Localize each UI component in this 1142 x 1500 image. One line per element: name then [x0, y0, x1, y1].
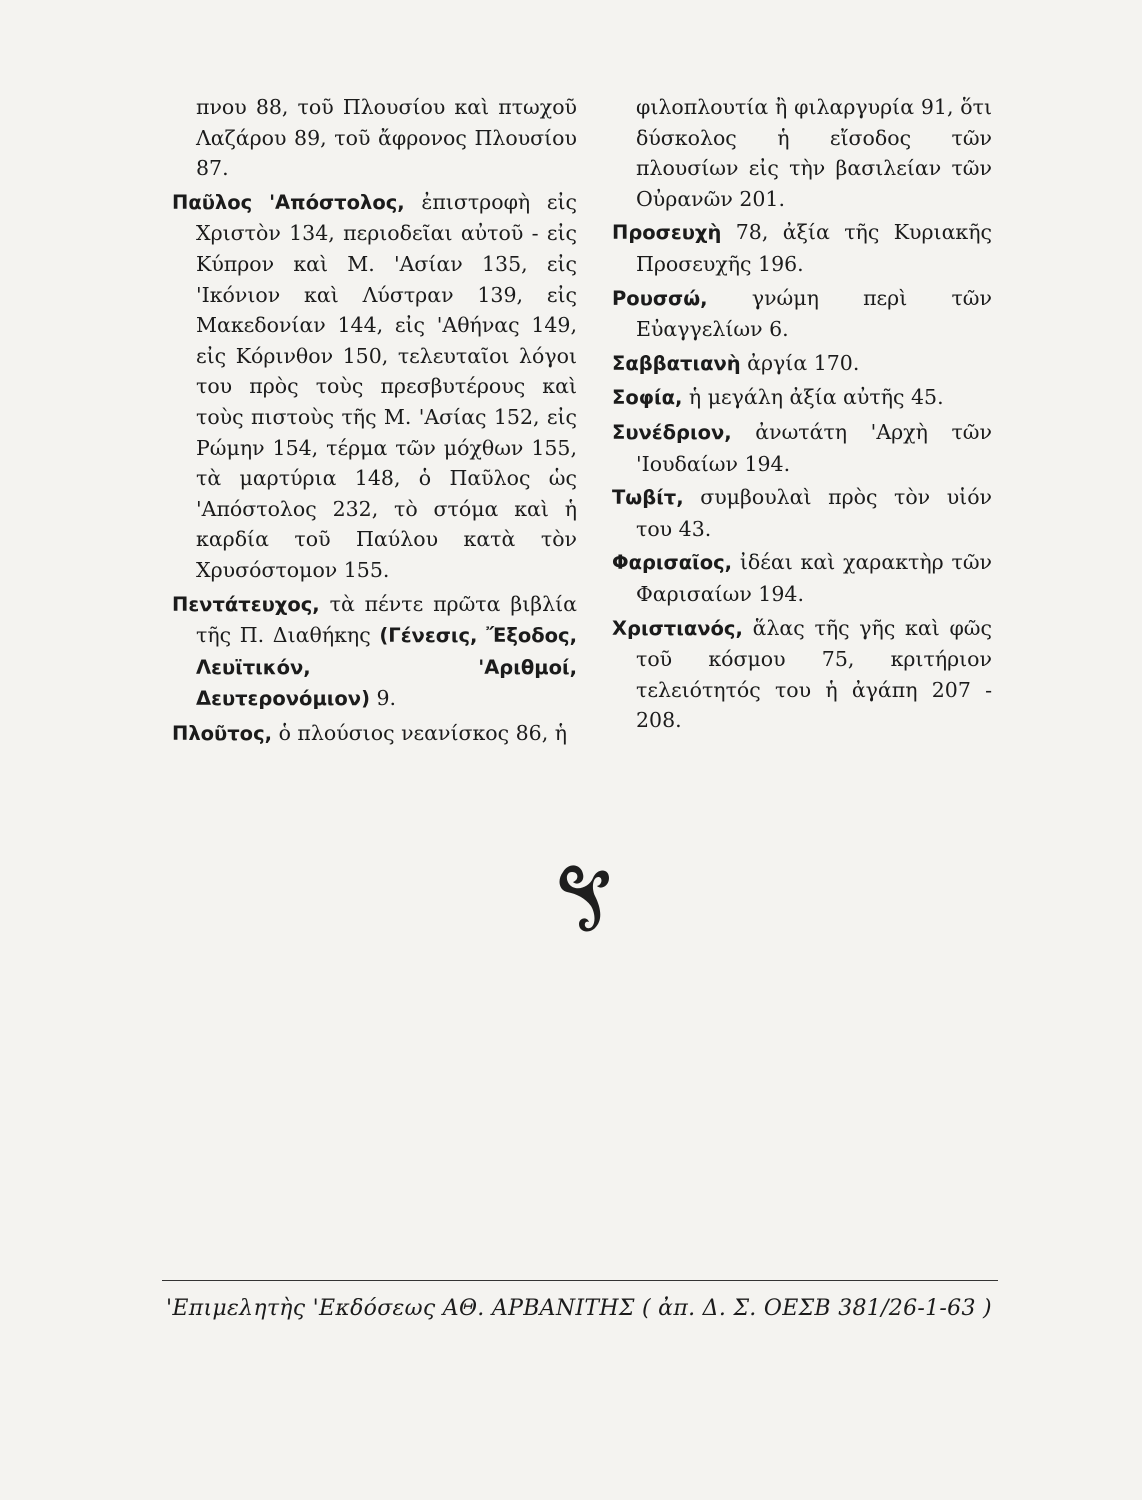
entry-heading: Συνέδριον,	[612, 420, 732, 444]
index-entry	[612, 217, 992, 279]
index-entry	[612, 613, 992, 736]
index-entry	[612, 283, 992, 345]
right-index-column	[612, 92, 992, 739]
entry-text: ἀργία 170.	[740, 350, 860, 375]
entry-heading: Χριστιανός,	[612, 616, 743, 640]
index-entry	[612, 547, 992, 609]
footer-rule	[162, 1280, 998, 1281]
entry-text: ἀνωτάτη 'Αρχὴ τῶν 'Ιουδαίων 194.	[636, 419, 992, 476]
left-index-column	[172, 92, 577, 752]
entry-heading: Παῦλος 'Απόστολος,	[172, 190, 405, 214]
entry-bold-text: (Γένεσις, Ἔξοδος, Λευϊτικόν, 'Αριθμοί, Δευτερονόμιον)	[196, 624, 577, 711]
entry-heading: Προσευχὴ	[612, 221, 722, 245]
entry-text: συμβουλαὶ πρὸς τὸν υἱόν του 43.	[636, 485, 992, 541]
index-entry	[172, 187, 577, 586]
entry-text: ἐπιστροφὴ εἰς Χριστὸν 134, περιοδεῖαι αὐτοῦ - εἰς Κύπρον καὶ Μ. 'Ασίαν 135, εἰς 'Ικόνιον καὶ Λύστραν 139, εἰς Μακεδονίαν 144, εἰς 'Αθήνας 149, εἰς Κόρινθον 150, τελευταῖοι λόγοι του πρὸς τοὺς πρεσβυτέρους καὶ τοὺς πιστοὺς τῆς Μ. 'Ασίας 152, εἰς Ρώμην 154, τέρμα τῶν μόχθων 155, τὰ μαρτύρια 148, ὁ Παῦλος ὡς 'Απόστολος 232, τὸ στόμα καὶ ἡ καρδία τοῦ Παύλου κατὰ τὸν Χρυσόστομον 155.	[196, 189, 577, 582]
index-entry	[612, 482, 992, 544]
entry-heading: Τωβίτ,	[612, 486, 684, 510]
entry-text: 78, ἀξία τῆς Κυριακῆς Προσευχῆς 196.	[636, 220, 992, 276]
entry-heading: Ρουσσώ,	[612, 286, 708, 310]
entry-heading: Πεντάτευχος,	[172, 592, 320, 616]
entry-heading: Φαρισαῖος,	[612, 551, 733, 575]
entry-heading: Σοφία,	[612, 386, 683, 410]
entry-text: ἡ μεγάλη ἀξία αὐτῆς 45.	[682, 385, 944, 410]
entry-text: γνώμη περὶ τῶν Εὐαγγελίων 6.	[636, 285, 992, 342]
entry-heading: Πλοῦτος,	[172, 721, 273, 745]
entry-text: ὁ πλούσιος νεανίσκος 86, ἡ	[272, 720, 568, 745]
index-entry	[172, 589, 577, 715]
index-entry	[612, 417, 992, 479]
index-entry	[612, 382, 992, 414]
fleuron-ornament-icon	[555, 858, 615, 938]
entry-heading: Σαββατιανὴ	[612, 351, 741, 375]
index-entry	[612, 348, 992, 380]
entry-text: ἅλας τῆς γῆς καὶ φῶς τοῦ κόσμου 75, κριτήριον τελειότητός του ἡ ἀγάπη 207 - 208.	[636, 615, 992, 733]
entry-text: 9.	[370, 686, 397, 711]
index-entry: φιλοπλουτία ἢ φιλαργυρία 91, ὅτι δύσκολος ἡ εἴσοδος τῶν πλουσίων εἰς τὴν βασιλείαν τῶν Οὐρανῶν 201.	[636, 95, 992, 211]
publisher-footer: 'Επιμελητὴς 'Εκδόσεως ΑΘ. ΑΡΒΑΝΙΤΗΣ ( ἀπ. Δ. Σ. ΟΕΣΒ 381/26-1-63 )	[166, 1296, 992, 1321]
entry-text: τὰ πέντε πρῶτα βιβλία τῆς Π. Διαθήκης	[196, 591, 577, 648]
entry-text: ἰδέαι καὶ χαρακτὴρ τῶν Φαρισαίων 194.	[636, 550, 992, 606]
index-entry: πνου 88, τοῦ Πλουσίου καὶ πτωχοῦ Λαζάρου 89, τοῦ ἄφρονος Πλουσίου 87.	[196, 95, 577, 181]
index-entry	[172, 718, 577, 750]
